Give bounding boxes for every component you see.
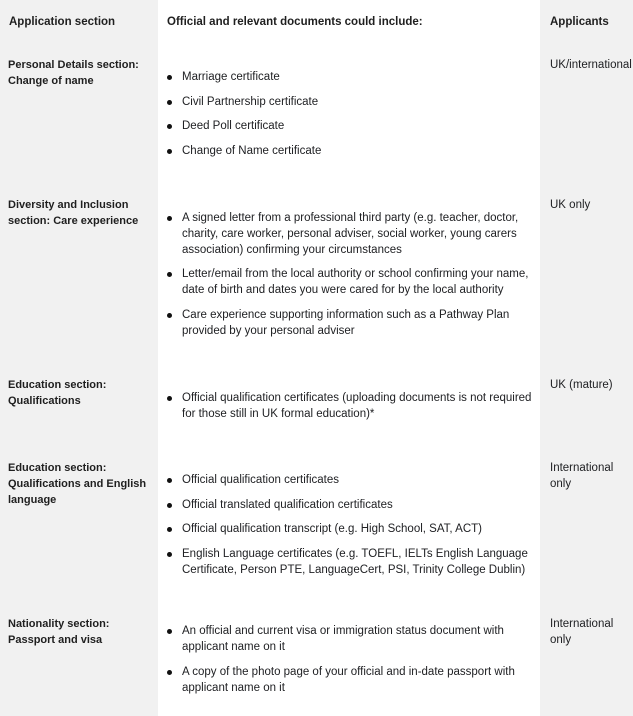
bullet-icon <box>167 272 172 277</box>
row-documents-cell <box>158 44 540 184</box>
bullet-icon <box>167 503 172 508</box>
document-text: Letter/email from the local authority or school confirming your name, date of birth and dates you were cared for by the local authority <box>182 268 529 296</box>
list-item <box>182 521 532 537</box>
row-applicants: UK/international <box>540 44 633 184</box>
row-applicants: UK (mature) <box>540 364 633 447</box>
header-application-section: Application section <box>0 0 158 44</box>
bullet-icon <box>167 396 172 401</box>
bullet-icon <box>167 313 172 318</box>
list-item <box>182 143 532 159</box>
header-applicants: Applicants <box>540 0 633 44</box>
list-item <box>182 94 532 110</box>
list-item <box>182 118 532 134</box>
bullet-icon <box>167 149 172 154</box>
document-text: A signed letter from a professional third party (e.g. teacher, doctor, charity, care worker, personal adviser, social worker, young carers association) confirming your circumstances <box>182 211 519 256</box>
row-documents-cell <box>158 603 540 716</box>
list-item <box>182 307 532 339</box>
document-text: Care experience supporting information such as a Pathway Plan provided by your personal adviser <box>182 308 510 337</box>
list-item <box>182 497 532 513</box>
bullet-icon <box>167 124 172 129</box>
row-section-label: Personal Details section: Change of name <box>0 44 158 184</box>
documents-list <box>158 390 532 422</box>
bullet-icon <box>167 629 172 634</box>
document-text: Official qualification transcript (e.g. High School, SAT, ACT) <box>182 523 482 536</box>
documents-list <box>158 69 532 159</box>
document-text: Official translated qualification certificates <box>182 498 393 511</box>
row-documents-cell <box>158 184 540 364</box>
bullet-icon <box>167 75 172 80</box>
bullet-icon <box>167 670 172 675</box>
row-section-label: Education section: Qualifications <box>0 364 158 447</box>
document-text: Deed Poll certificate <box>182 120 285 133</box>
row-applicants: UK only <box>540 184 633 364</box>
list-item <box>182 390 532 422</box>
document-text: An official and current visa or immigration status document with applicant name on it <box>182 625 504 654</box>
bullet-icon <box>167 552 172 557</box>
bullet-icon <box>167 100 172 105</box>
list-item <box>182 266 532 298</box>
bullet-icon <box>167 216 172 221</box>
document-text: English Language certificates (e.g. TOEFL, IELTs English Language Certificate, Person PTE, LanguageCert, PSI, Trinity College Dublin) <box>182 547 528 576</box>
documents-list <box>158 472 532 578</box>
list-item <box>182 664 532 696</box>
bullet-icon <box>167 527 172 532</box>
header-documents: Official and relevant documents could include: <box>158 0 540 44</box>
row-documents-cell <box>158 364 540 447</box>
row-section-label: Diversity and Inclusion section: Care experience <box>0 184 158 364</box>
document-text: Official qualification certificates (uploading documents is not required for those still in UK formal education)* <box>182 391 532 420</box>
list-item <box>182 472 532 488</box>
list-item <box>182 210 532 258</box>
document-text: Marriage certificate <box>182 71 280 84</box>
list-item <box>182 69 532 85</box>
documents-list <box>158 623 532 696</box>
document-text: Change of Name certificate <box>182 144 322 157</box>
row-section-label: Nationality section: Passport and visa <box>0 603 158 716</box>
row-applicants: International only <box>540 447 633 603</box>
documents-list <box>158 210 532 339</box>
list-item <box>182 546 532 578</box>
row-applicants: International only <box>540 603 633 716</box>
document-text: Official qualification certificates <box>182 474 340 487</box>
document-text: A copy of the photo page of your official and in-date passport with applicant name on it <box>182 665 515 694</box>
bullet-icon <box>167 478 172 483</box>
row-section-label: Education section: Qualifications and English language <box>0 447 158 603</box>
document-text: Civil Partnership certificate <box>182 95 319 108</box>
row-documents-cell <box>158 447 540 603</box>
list-item <box>182 623 532 655</box>
